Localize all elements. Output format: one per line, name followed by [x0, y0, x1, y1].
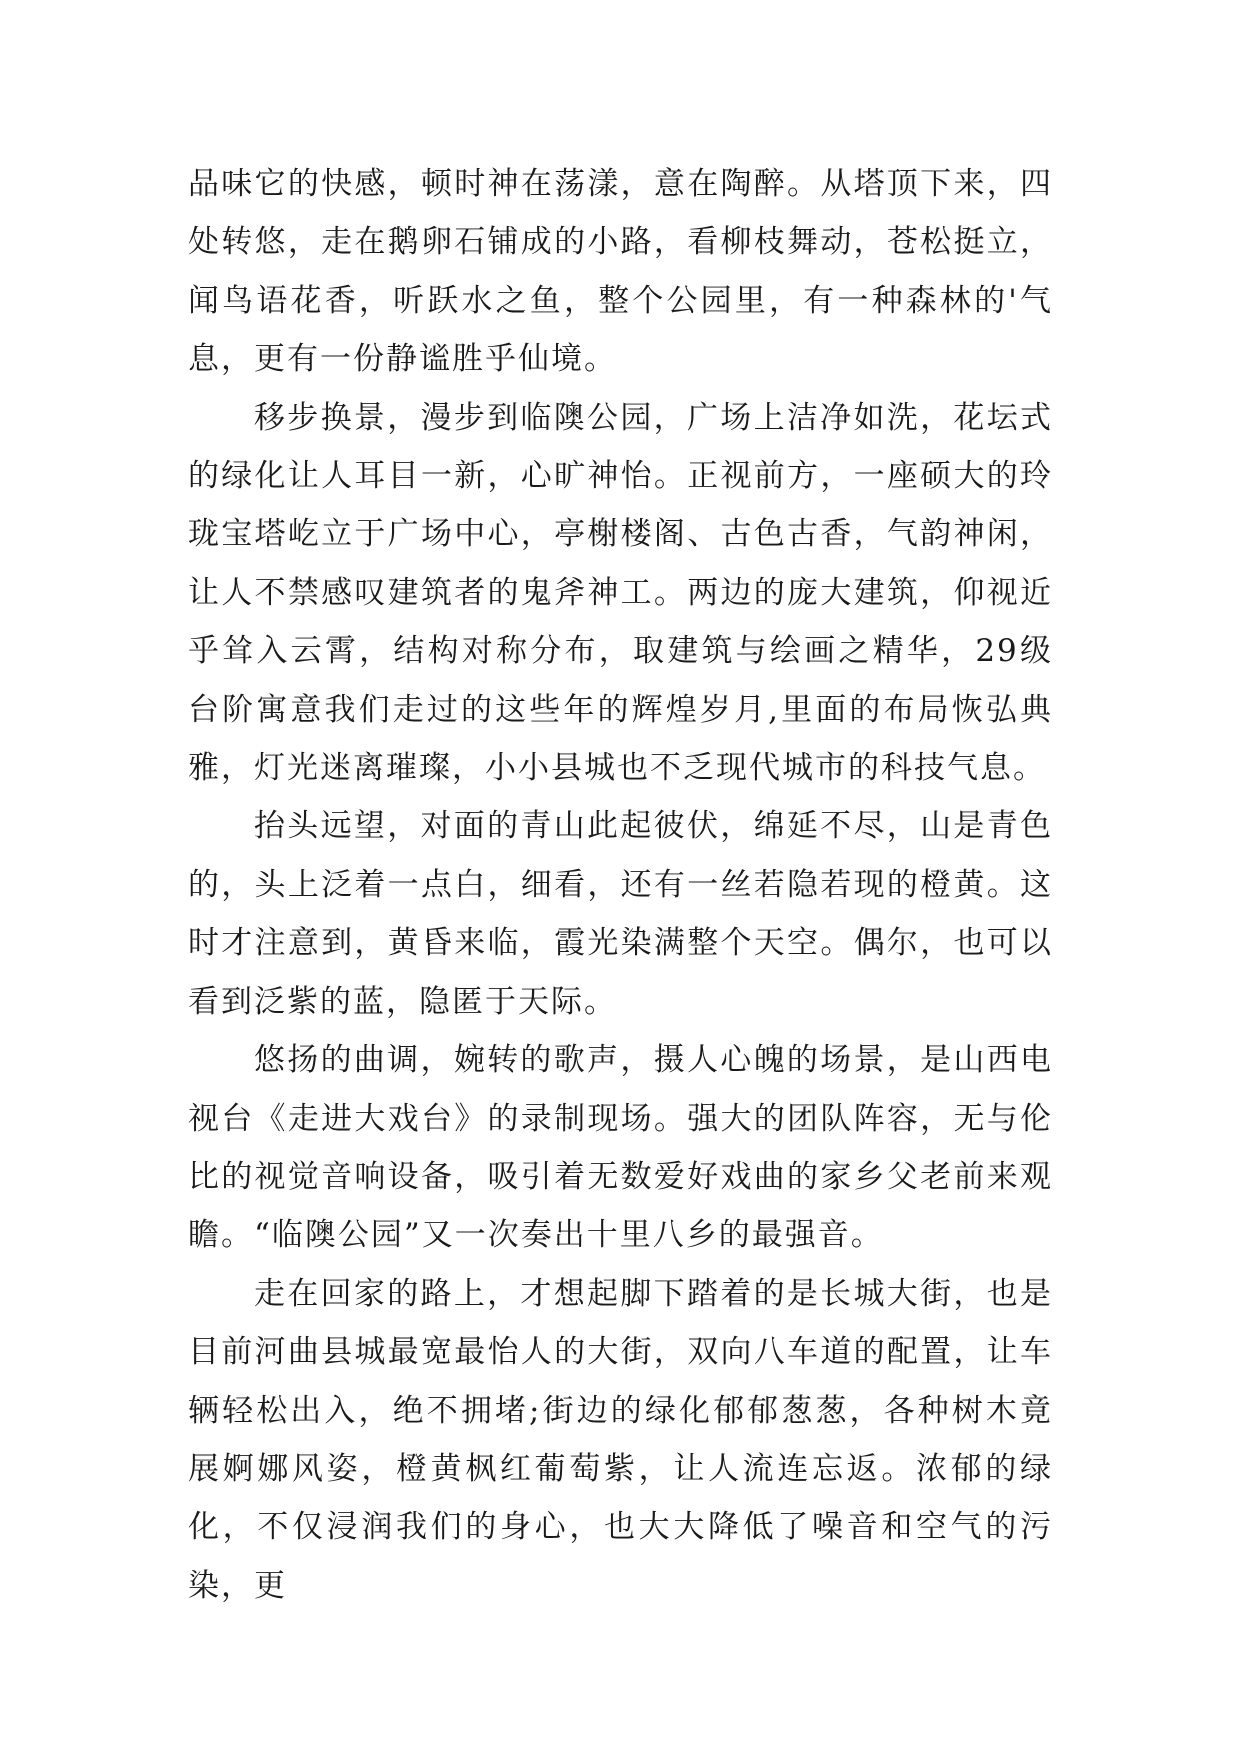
paragraph-park-square: 移步换景，漫步到临隩公园，广场上洁净如洗，花坛式的绿化让人耳目一新，心旷神怡。正视前方，一座硕大的玲珑宝塔屹立于广场中心，亭榭楼阁、古色古香，气韵神闲，让人不禁感叹建筑者的鬼斧神工。两边的庞大建筑，仰视近乎耸入云霄，结构对称分布，取建筑与绘画之精华，29级台阶寓意我们走过的这些年的辉煌岁月,里面的布局恢弘典雅，灯光迷离璀璨，小小县城也不乏现代城市的科技气息。 [188, 399, 1053, 787]
body-text [188, 155, 1053, 1615]
paragraph-way-home: 走在回家的路上，才想起脚下踏着的是长城大街，也是目前河曲县城最宽最怡人的大街，双向八车道的配置，让车辆轻松出入，绝不拥堵;街边的绿化郁郁葱葱，各种树木竟展婀娜风姿，橙黄枫红葡萄紫，让人流连忘返。浓郁的绿化，不仅浸润我们的身心，也大大降低了噪音和空气的污染，更 [188, 1275, 1053, 1604]
paragraph-opera-stage: 悠扬的曲调，婉转的歌声，摄人心魄的场景，是山西电视台《走进大戏台》的录制现场。强大的团队阵容，无与伦比的视觉音响设备，吸引着无数爱好戏曲的家乡父老前来观瞻。“临隩公园”又一次奏出十里八乡的最强音。 [188, 1042, 1053, 1254]
paragraph-mountains: 抬头远望，对面的青山此起彼伏，绵延不尽，山是青色的，头上泛着一点白，细看，还有一丝若隐若现的橙黄。这时才注意到，黄昏来临，霞光染满整个天空。偶尔，也可以看到泛紫的蓝，隐匿于天际。 [188, 808, 1053, 1020]
paragraph-continued: 品味它的快感，顿时神在荡漾，意在陶醉。从塔顶下来，四处转悠，走在鹅卵石铺成的小路，看柳枝舞动，苍松挺立，闻鸟语花香，听跃水之鱼，整个公园里，有一种森林的'气息，更有一份静谧胜乎仙境。 [188, 166, 1053, 378]
